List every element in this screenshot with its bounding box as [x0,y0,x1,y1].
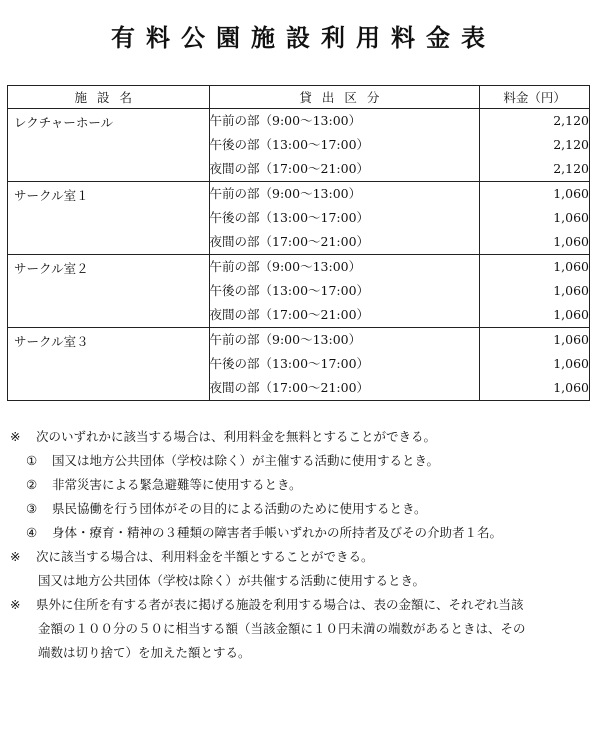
surcharge-line-1: 県外に住所を有する者が表に掲げる施設を利用する場合は、表の金額に、それぞれ当該 [36,597,524,612]
half-note-detail: 国又は地方公共団体（学校は除く）が共催する活動に使用するとき。 [38,573,426,588]
slot-night: 夜間の部（17:00～21:00） [209,307,370,322]
slot-afternoon: 午後の部（13:00～17:00） [209,283,370,298]
fee-table [7,85,590,401]
header-fee: 料金（円） [480,86,590,109]
fee-cell [480,182,590,255]
item-number: ③ [26,501,38,516]
facility-name: レクチャーホール [14,115,114,130]
facility-name: サークル室２ [14,261,89,276]
item-text: 非常災害による緊急避難等に使用するとき。 [52,477,302,492]
free-item-3 [10,497,590,521]
table-row [8,182,590,255]
facility-cell [8,109,210,182]
half-note-text: 次に該当する場合は、利用料金を半額とすることができる。 [36,549,374,564]
fee-morning: 1,060 [553,332,589,347]
item-number: ② [26,477,38,492]
slot-morning: 午前の部（9:00～13:00） [209,113,362,128]
free-note [10,425,590,449]
notes-section [10,425,590,665]
item-text: 県民協働を行う団体がその目的による活動のために使用するとき。 [52,501,427,516]
facility-name: サークル室１ [14,188,89,203]
fee-night: 1,060 [553,307,589,322]
slot-cell [209,109,480,182]
slot-morning: 午前の部（9:00～13:00） [209,259,362,274]
fee-cell [480,109,590,182]
slot-afternoon: 午後の部（13:00～17:00） [209,137,370,152]
fee-cell [480,328,590,401]
note-mark: ※ [10,429,21,444]
free-item-4 [10,521,590,545]
fee-night: 1,060 [553,234,589,249]
table-row [8,109,590,182]
fee-afternoon: 1,060 [553,283,589,298]
facility-cell [8,182,210,255]
slot-afternoon: 午後の部（13:00～17:00） [209,356,370,371]
half-note [10,545,590,569]
note-mark: ※ [10,597,21,612]
fee-night: 2,120 [553,161,589,176]
item-number: ① [26,453,38,468]
fee-afternoon: 1,060 [553,210,589,225]
table-header-row [8,86,590,109]
slot-night: 夜間の部（17:00～21:00） [209,234,370,249]
facility-cell [8,255,210,328]
header-facility: 施設名 [8,86,210,109]
item-text: 国又は地方公共団体（学校は除く）が主催する活動に使用するとき。 [52,453,440,468]
free-note-text: 次のいずれかに該当する場合は、利用料金を無料とすることができる。 [36,429,437,444]
free-item-1 [10,449,590,473]
surcharge-line-3: 端数は切り捨て）を加えた額とする。 [38,645,251,660]
free-item-2 [10,473,590,497]
slot-cell [209,255,480,328]
slot-morning: 午前の部（9:00～13:00） [209,332,362,347]
table-row [8,255,590,328]
item-text: 身体・療育・精神の３種類の障害者手帳いずれかの所持者及びその介助者１名。 [52,525,503,540]
item-number: ④ [26,525,38,540]
slot-night: 夜間の部（17:00～21:00） [209,380,370,395]
fee-afternoon: 2,120 [553,137,589,152]
facility-name: サークル室３ [14,334,89,349]
slot-cell [209,182,480,255]
header-slot: 貸出区分 [209,86,480,109]
slot-morning: 午前の部（9:00～13:00） [209,186,362,201]
slot-night: 夜間の部（17:00～21:00） [209,161,370,176]
slot-cell [209,328,480,401]
note-mark: ※ [10,549,21,564]
surcharge-note [10,593,590,617]
table-row [8,328,590,401]
surcharge-line-2: 金額の１００分の５０に相当する額（当該金額に１０円未満の端数があるときは、その [38,621,526,636]
fee-morning: 1,060 [553,259,589,274]
fee-afternoon: 1,060 [553,356,589,371]
page-title: 有料公園施設利用料金表 [111,24,496,52]
facility-cell [8,328,210,401]
fee-morning: 1,060 [553,186,589,201]
fee-cell [480,255,590,328]
fee-morning: 2,120 [553,113,589,128]
slot-afternoon: 午後の部（13:00～17:00） [209,210,370,225]
fee-night: 1,060 [553,380,589,395]
